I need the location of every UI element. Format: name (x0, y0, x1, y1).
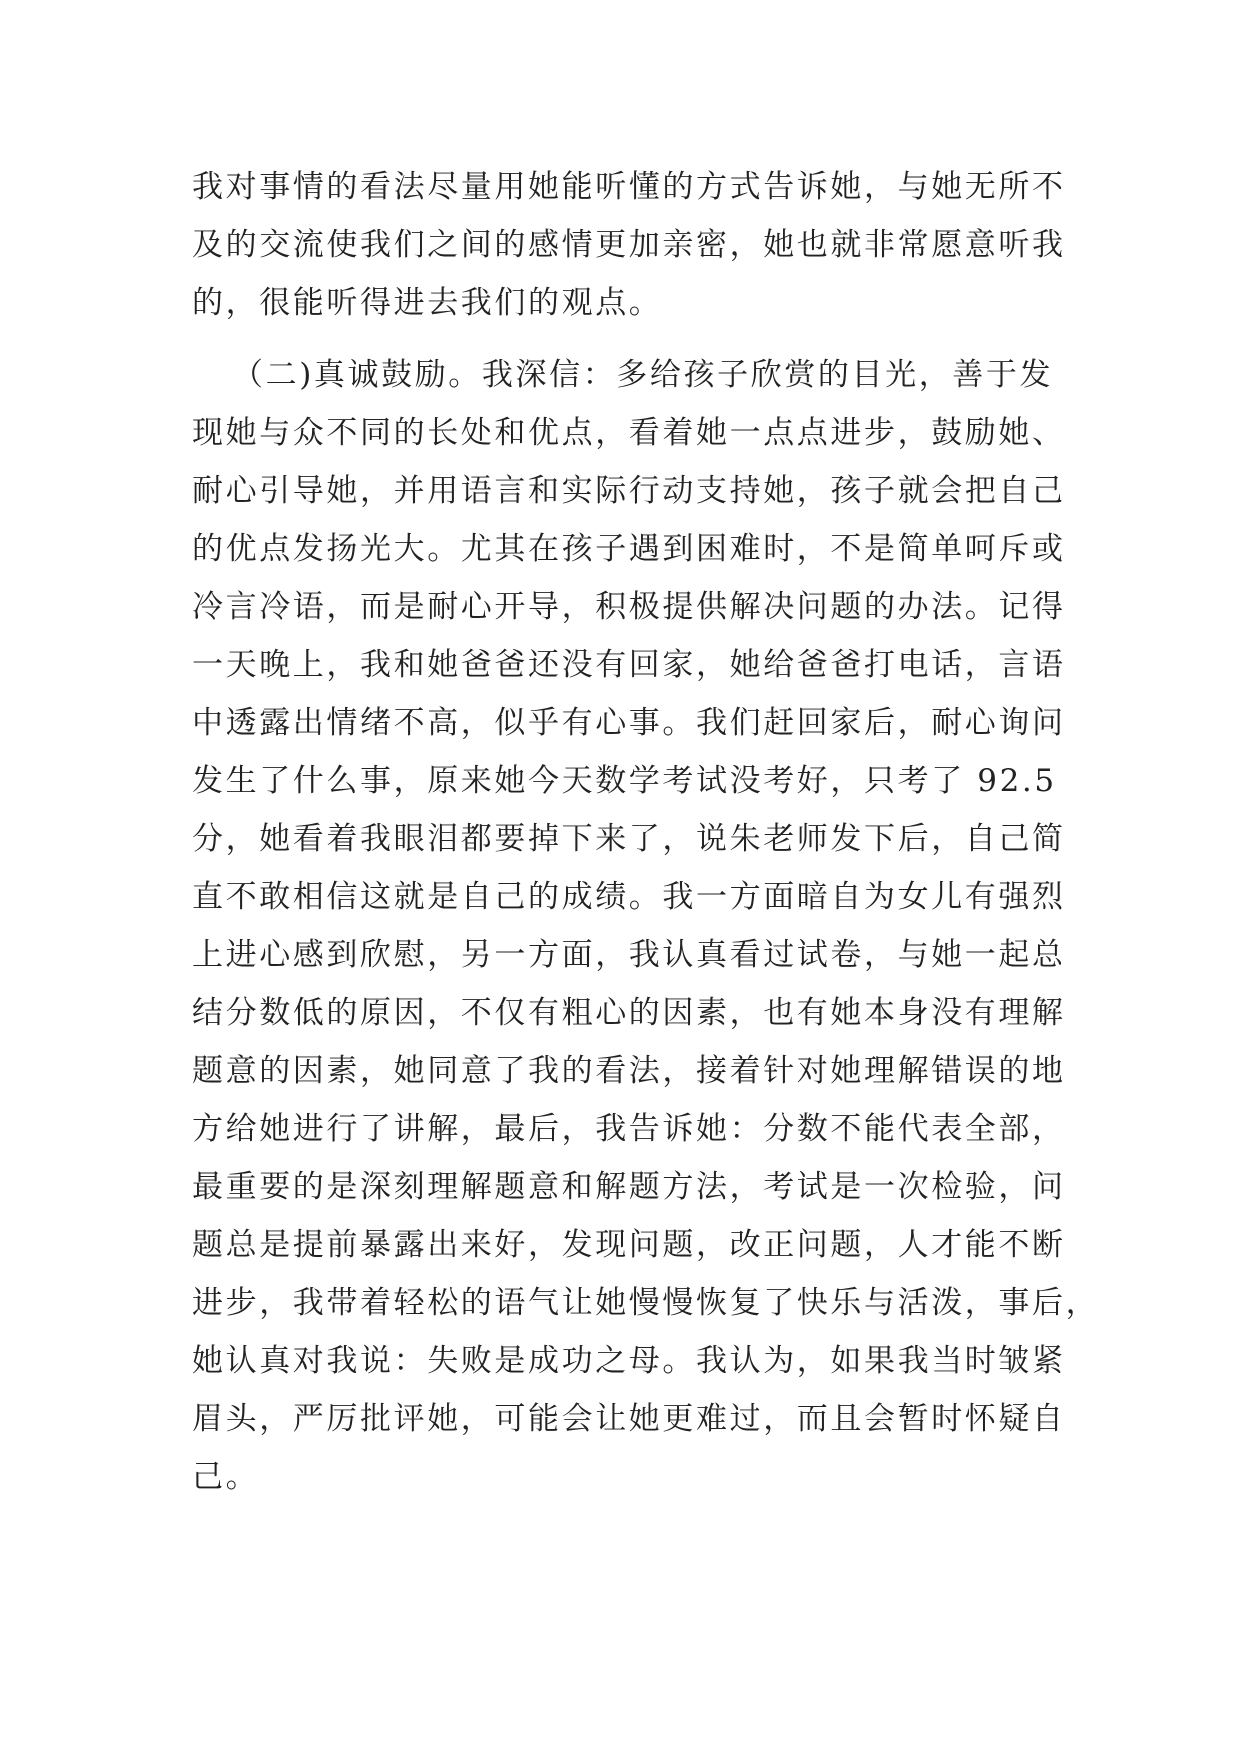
text-line: 冷言冷语，而是耐心开导，积极提供解决问题的办法。记得 (192, 589, 1066, 625)
text-line: 中透露出情绪不高，似乎有心事。我们赶回家后，耐心询问 (192, 705, 1066, 741)
text-line: 上进心感到欣慰，另一方面，我认真看过试卷，与她一起总 (192, 937, 1066, 973)
text-line: 的优点发扬光大。尤其在孩子遇到困难时，不是简单呵斥或 (192, 531, 1066, 567)
text-line: 分，她看着我眼泪都要掉下来了，说朱老师发下后，自己简 (192, 821, 1066, 857)
text-line: 进步，我带着轻松的语气让她慢慢恢复了快乐与活泼，事后， (192, 1285, 1100, 1321)
text-line: 的，很能听得进去我们的观点。 (192, 285, 663, 321)
text-line: 方给她进行了讲解，最后，我告诉她：分数不能代表全部， (192, 1111, 1066, 1147)
text-line: 题意的因素，她同意了我的看法，接着针对她理解错误的地 (192, 1053, 1066, 1089)
text-line: 一天晚上，我和她爸爸还没有回家，她给爸爸打电话，言语 (192, 647, 1066, 683)
text-line: 直不敢相信这就是自己的成绩。我一方面暗自为女儿有强烈 (192, 879, 1066, 915)
paragraph-spacer (192, 332, 1052, 346)
text-line: 结分数低的原因，不仅有粗心的因素，也有她本身没有理解 (192, 995, 1066, 1031)
text-line: 题总是提前暴露出来好，发现问题，改正问题，人才能不断 (192, 1227, 1066, 1263)
text-line: 己。 (192, 1459, 260, 1495)
text-line (192, 1506, 1052, 1564)
document-body (192, 158, 1100, 1564)
text-line: 及的交流使我们之间的感情更加亲密，她也就非常愿意听我 (192, 227, 1066, 263)
text-line: 现她与众不同的长处和优点，看着她一点点进步，鼓励她、 (192, 415, 1066, 451)
paragraph-continuation (192, 158, 1066, 332)
text-line: 耐心引导她，并用语言和实际行动支持她，孩子就会把自己 (192, 473, 1066, 509)
text-line: 眉头，严厉批评她，可能会让她更难过，而且会暂时怀疑自 (192, 1401, 1066, 1437)
text-line: （二)真诚鼓励。我深信：多给孩子欣赏的目光，善于发 (232, 357, 1054, 393)
text-line: 最重要的是深刻理解题意和解题方法，考试是一次检验，问 (192, 1169, 1066, 1205)
text-line: 我对事情的看法尽量用她能听懂的方式告诉她，与她无所不 (192, 169, 1066, 205)
text-line: 发生了什么事，原来她今天数学考试没考好，只考了 92.5 (192, 763, 1057, 799)
paragraph-sincere-encouragement (192, 346, 1100, 1564)
text-line: 她认真对我说：失败是成功之母。我认为，如果我当时皱紧 (192, 1343, 1066, 1379)
